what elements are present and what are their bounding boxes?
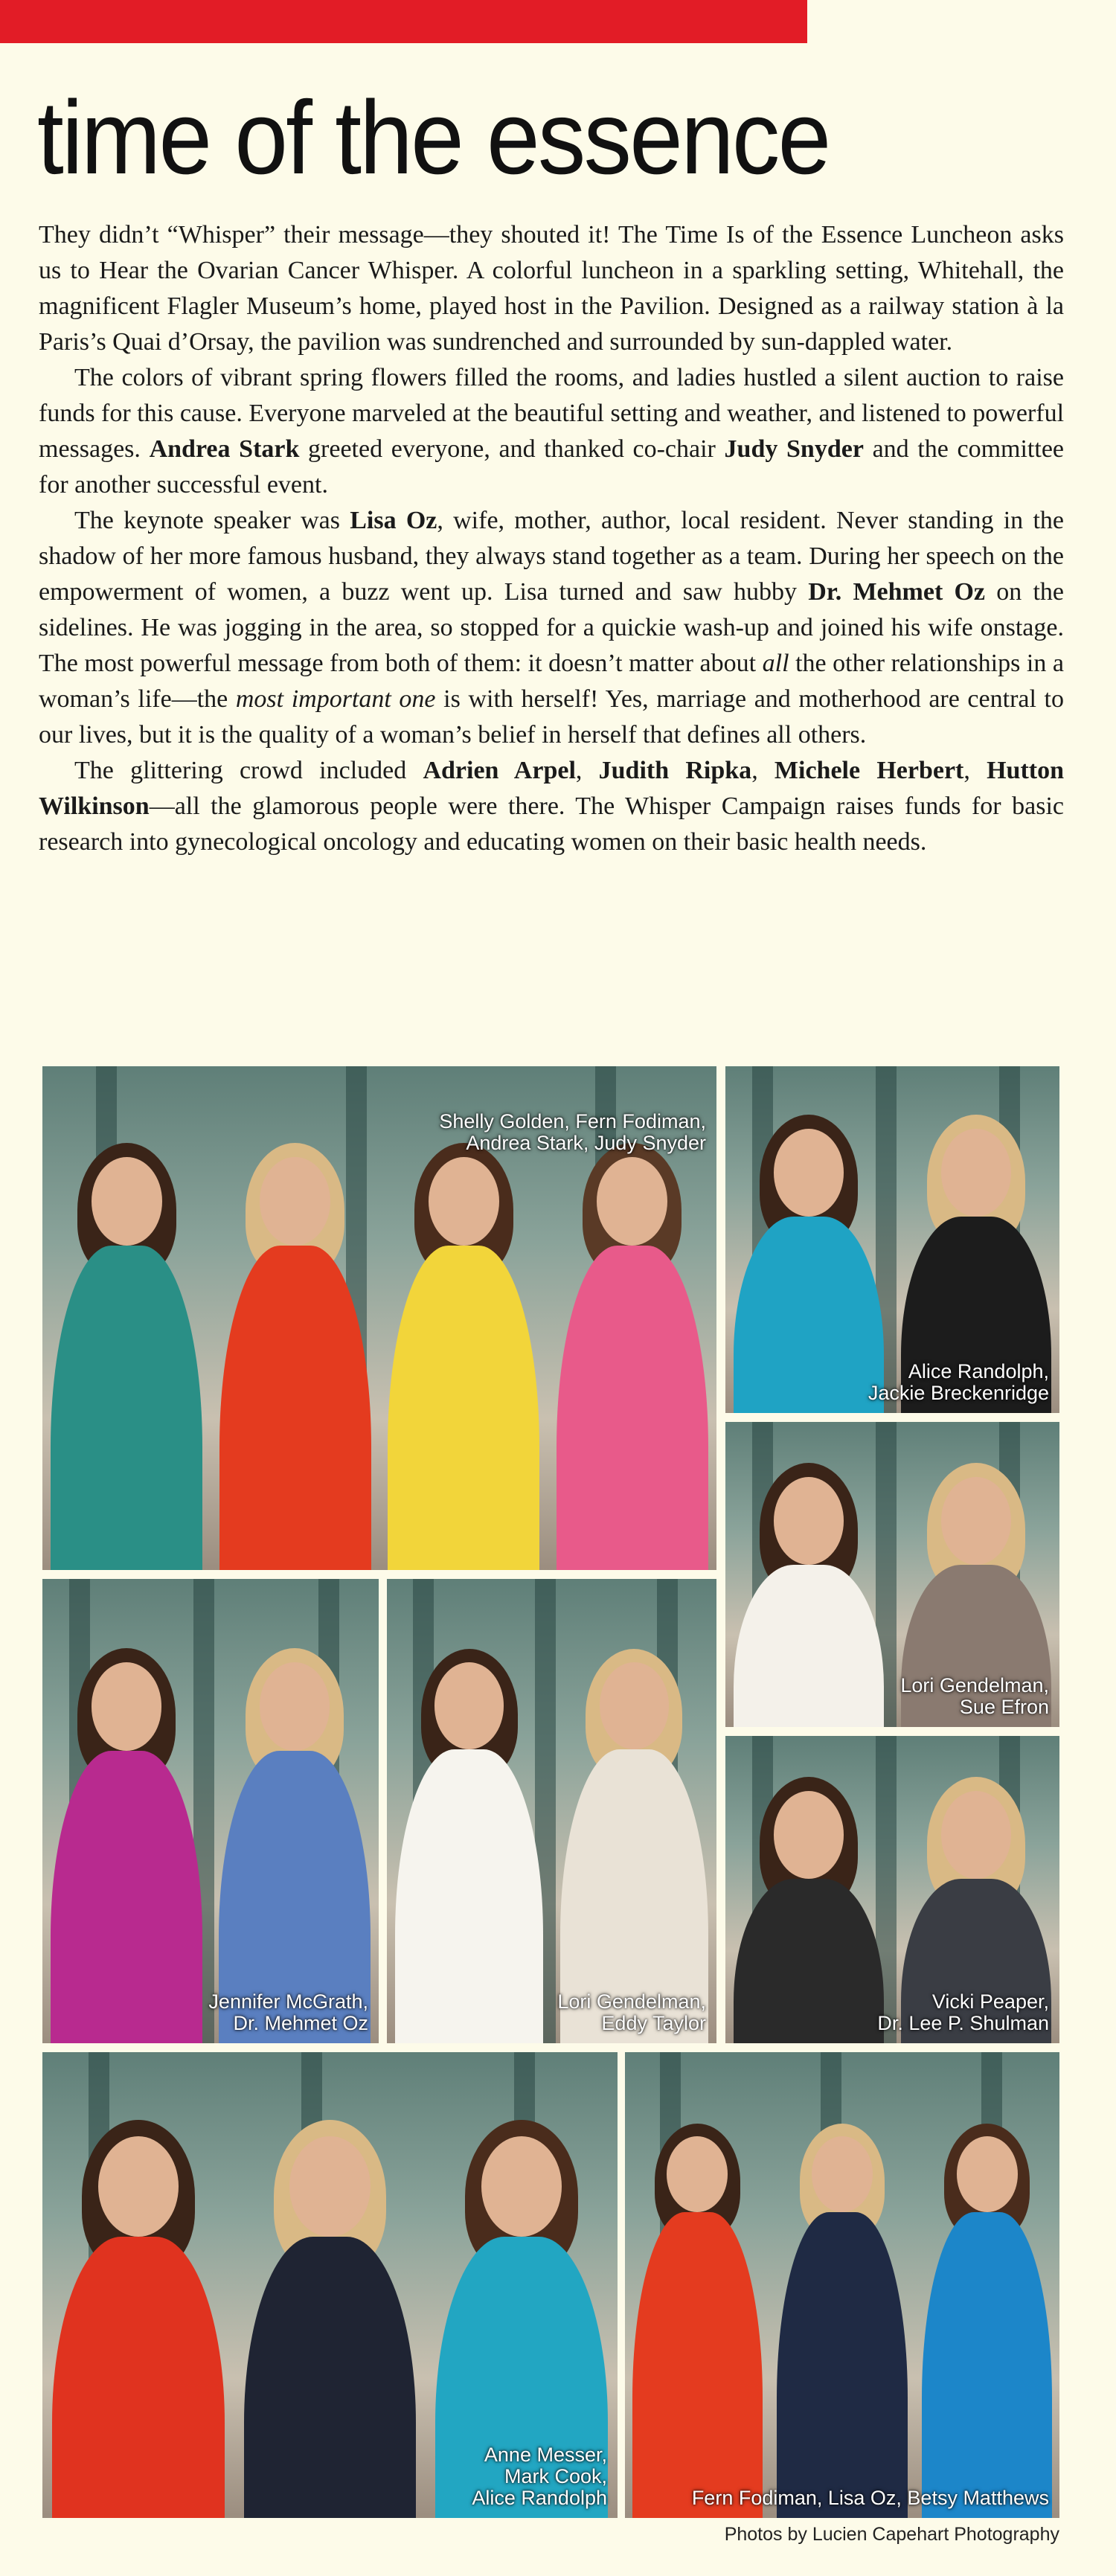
person-face — [600, 1662, 669, 1749]
person-face — [429, 1157, 499, 1246]
person-face — [941, 1477, 1011, 1565]
text-run: the other relationships in a woman’s life—the — [39, 650, 1064, 713]
photo-group-luncheon-hosts — [42, 1066, 716, 1570]
person-outfit — [51, 1246, 202, 1570]
text-run: , — [963, 757, 987, 784]
bold-name: Lisa Oz — [350, 507, 437, 534]
person-outfit — [777, 2212, 907, 2518]
text-run: The keynote speaker was — [74, 507, 350, 534]
text-run: , — [751, 757, 775, 784]
person-face — [812, 2136, 873, 2212]
photo-messer-cook-randolph — [42, 2052, 618, 2518]
bold-name: Michele Herbert — [774, 757, 964, 784]
article-paragraph-3 — [39, 503, 1064, 753]
text-run: , — [575, 757, 599, 784]
photo-caption: Alice Randolph, Jackie Breckenridge — [868, 1360, 1049, 1404]
person-outfit — [557, 1246, 708, 1570]
person-face — [774, 1791, 844, 1879]
person-face — [941, 1129, 1011, 1217]
article-paragraph-2 — [39, 360, 1064, 503]
photo-fodiman-oz-matthews — [625, 2052, 1059, 2518]
person-outfit — [395, 1749, 543, 2043]
header-accent-bar — [0, 0, 807, 43]
person-outfit — [52, 2237, 225, 2518]
person-face — [774, 1129, 844, 1217]
article-paragraph-1 — [39, 217, 1064, 360]
person-face — [92, 1662, 162, 1751]
person-face — [434, 1662, 504, 1749]
photo-caption: Fern Fodiman, Lisa Oz, Betsy Matthews — [691, 2487, 1049, 2509]
bold-name: Dr. Mehmet Oz — [808, 578, 986, 606]
person-outfit — [922, 2212, 1052, 2518]
photo-scene — [42, 1579, 379, 2043]
text-run: The colors of vibrant spring flowers filled the rooms, and ladies hustled a silent auction to raise funds for this cause. Everyone marveled at the beautiful setting and weather, and listened to powerful messages. — [39, 364, 1065, 463]
person-face — [957, 2136, 1018, 2212]
person-face — [289, 2136, 370, 2237]
text-run: is with herself! Yes, marriage and motherhood are central to our lives, but it is the quality of a woman’s belief in herself that defines all others. — [39, 685, 1064, 749]
text-run: The glittering crowd included — [74, 757, 423, 784]
text-run: —all the glamorous people were there. The Whisper Campaign raises funds for basic research into gynecological oncology and educating women on their basic health needs. — [39, 792, 1064, 856]
person-face — [774, 1477, 844, 1565]
person-outfit — [219, 1246, 371, 1570]
italic-emphasis: most important one — [235, 685, 436, 713]
person-face — [260, 1662, 330, 1751]
text-run: and the committee for another successful event. — [39, 435, 1065, 499]
person-face — [260, 1157, 330, 1246]
photo-gendelman-taylor — [387, 1579, 716, 2043]
photo-caption: Shelly Golden, Fern Fodiman, Andrea Stark, Judy Snyder — [439, 1110, 706, 1154]
photo-scene — [387, 1579, 716, 2043]
page-title: time of the essence — [37, 79, 830, 196]
person-face — [667, 2136, 728, 2212]
photo-peaper-shulman — [725, 1736, 1059, 2043]
person-face — [941, 1791, 1011, 1879]
photo-caption: Jennifer McGrath, Dr. Mehmet Oz — [208, 1990, 368, 2034]
person-face — [98, 2136, 179, 2237]
person-outfit — [51, 1751, 202, 2043]
bold-name: Hutton Wilkinson — [39, 757, 1065, 820]
text-run: greeted everyone, and thanked co-chair — [299, 435, 725, 463]
text-run: on the sidelines. He was jogging in the area, so stopped for a quickie wash-up and joined his wife onstage. The most powerful message from both of them: it doesn’t matter about — [39, 578, 1064, 677]
photo-caption: Lori Gendelman, Eddy Taylor — [557, 1990, 706, 2034]
italic-emphasis: all — [762, 650, 789, 677]
person-outfit — [734, 1217, 884, 1413]
article-body — [39, 217, 1064, 860]
photo-credit: Photos by Lucien Capehart Photography — [724, 2524, 1059, 2545]
photo-caption: Vicki Peaper, Dr. Lee P. Shulman — [877, 1990, 1049, 2034]
photo-randolph-breckenridge — [725, 1066, 1059, 1413]
person-face — [92, 1157, 162, 1246]
bold-name: Adrien Arpel — [423, 757, 576, 784]
person-outfit — [632, 2212, 763, 2518]
photo-mcgrath-oz — [42, 1579, 379, 2043]
text-run: They didn’t “Whisper” their message—they shouted it! The Time Is of the Essence Luncheon asks us to Hear the Ovarian Cancer Whisper. A colorful luncheon in a sparkling setting, Whitehall, the magnificent Flagler Museum’s home, played host in the Pavilion. Designed as a railway station à la Paris’s Quai d’Orsay, the pavilion was sundrenched and surrounded by sun-dappled water. — [39, 221, 1064, 356]
photo-scene — [625, 2052, 1059, 2518]
bold-name: Judy Snyder — [724, 435, 864, 463]
photo-caption: Anne Messer, Mark Cook, Alice Randolph — [472, 2444, 607, 2509]
person-outfit — [388, 1246, 539, 1570]
bold-name: Andrea Stark — [149, 435, 300, 463]
photo-gendelman-efron — [725, 1422, 1059, 1727]
text-run: , wife, mother, author, local resident. Never standing in the shadow of her more famous husband, they always stand together as a team. During her speech on the empowerment of women, a buzz went up. Lisa turned and saw hubby — [39, 507, 1064, 606]
photo-caption: Lori Gendelman, Sue Efron — [900, 1674, 1049, 1718]
bold-name: Judith Ripka — [598, 757, 752, 784]
article-paragraph-4 — [39, 753, 1064, 860]
person-outfit — [244, 2237, 417, 2518]
person-face — [481, 2136, 562, 2237]
person-face — [597, 1157, 667, 1246]
